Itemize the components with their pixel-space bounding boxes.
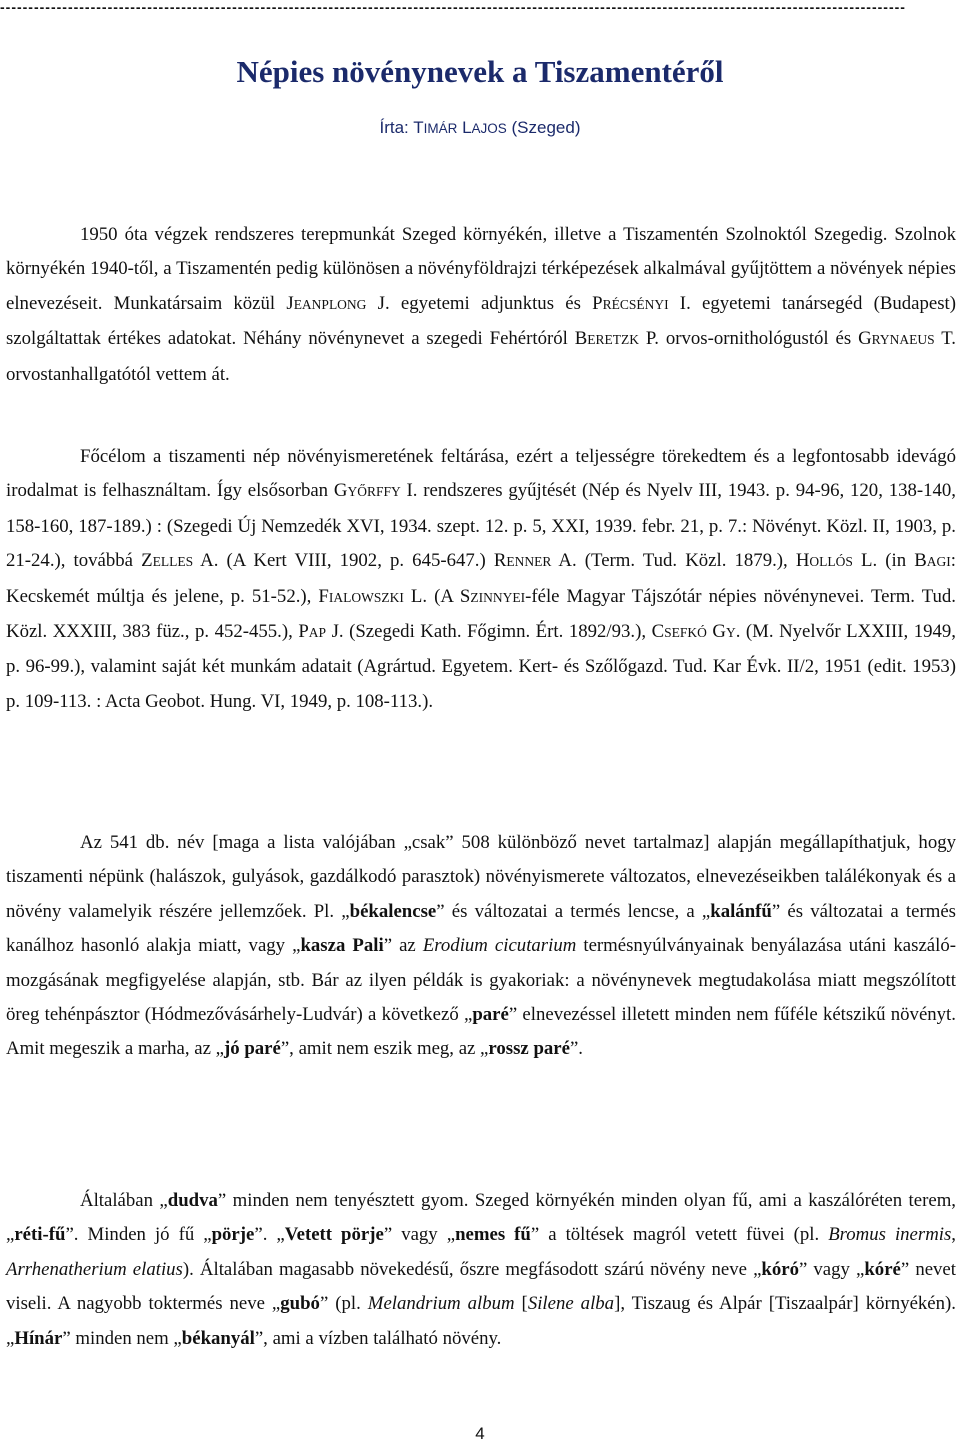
text-run: ”, ami a vízben található növény. <box>254 1327 502 1349</box>
bold-term: réti-fű <box>14 1224 66 1246</box>
bold-term: kóró <box>761 1258 799 1280</box>
header-dashed-rule: ---------------------------------------------------------------------------------------------------------------------------------------------------------------- <box>0 0 906 14</box>
italic-latin-name: Bromus inermis <box>828 1224 952 1246</box>
text-run: L. (in <box>852 550 915 572</box>
text-run: Az 541 db. név [maga a lista valójában „csak” 508 különböző nevet tartalmaz] alapján megállapíthatjuk, hogy tiszamenti népünk (halászok, gulyások, gazdálkodó parasztok) növényismerete változatos, elnevezéseikben találékonyak és a növény valamelyik részére jellemzőek. Pl. „ <box>6 832 956 922</box>
text-run: : Kecskemét múltja és jelene, p. 51-52.), <box>6 550 956 607</box>
bold-term: jó paré <box>223 1038 281 1060</box>
small-caps-name: CSEFKÓ GY <box>651 621 736 643</box>
small-caps-name: FIALOWSZKI <box>318 585 404 607</box>
text-run: I. egyetemi tanársegéd (Budapest) szolgáltattak értékes adatokat. Néhány növénynevet a szegedi Fehértóról <box>6 292 956 350</box>
bold-term: nemes fű <box>455 1224 531 1246</box>
italic-latin-name: Arrhenatherium elatius <box>6 1258 183 1280</box>
text-run: J. (Szegedi Kath. Főgimn. Ért. 1892/93.), <box>326 621 652 643</box>
text-run: T. orvostanhallgatótól vettem át. <box>6 328 956 385</box>
small-caps-name: JEANPLONG <box>286 292 367 314</box>
bold-term: dudva <box>167 1190 218 1211</box>
bold-term: kóré <box>864 1258 901 1280</box>
text-run: ” az <box>383 935 423 957</box>
text-run: 1950 óta végzek rendszeres terepmunkát Szeged környékén, illetve a Tiszamentén Szolnoktól Szegedig. Szolnok környékén 1940-től, a Tiszamentén pedig különösen a növényföldrajzi térképezések alkalmával gyűjtöttem a növények népies elnevezéseit. Munkatársaim közül <box>6 224 956 314</box>
text-run: [ <box>514 1293 528 1315</box>
bold-term: paré <box>472 1004 509 1026</box>
text-run: ). Általában magasabb növekedésű, őszre megfásodott szárú növény neve „ <box>182 1258 762 1280</box>
author-name: TIMÁR LAJOS <box>413 118 507 137</box>
bold-term: pörje <box>211 1224 255 1246</box>
text-run: A. (A Kert VIII, 1902, p. 645-647.) <box>193 550 494 572</box>
bold-term: kasza Pali <box>300 935 384 957</box>
paragraph-4 <box>6 1184 956 1356</box>
text-run: ”. Minden jó fű „ <box>65 1224 212 1246</box>
bold-term: gubó <box>280 1293 320 1315</box>
small-caps-name: BERETZK <box>574 328 640 350</box>
italic-latin-name: Melandrium album <box>367 1293 515 1315</box>
small-caps-name: BAGI <box>914 550 951 572</box>
bold-term: békalencse <box>349 900 437 922</box>
italic-latin-name: Silene alba <box>527 1293 615 1315</box>
paragraph-3 <box>6 826 956 1067</box>
text-run: ”. „ <box>254 1224 285 1246</box>
author-prefix: Írta: <box>379 118 414 137</box>
text-run: -féle Magyar Tájszótár népies növénynevei. Term. Tud. Közl. XXXIII, 383 füz., p. 452-455.), <box>6 585 956 643</box>
bold-term: rossz paré <box>488 1038 570 1060</box>
paragraph-3-text <box>6 826 956 1067</box>
small-caps-name: SZINNYEI <box>459 585 526 607</box>
paragraph-4-text <box>6 1184 956 1356</box>
text-run: . (M. Nyelvőr LXXIII, 1949, p. 96-99.), valamint saját két munkám adatait (Agrártud. Egyetem. Kert- és Szőlőgazd. Tud. Kar Évk. II/2, 1951 (edit. 1953) p. 109-113. : Acta Geobot. Hung. VI, 1949, p. 108-113.). <box>6 621 956 712</box>
text-run: P. orvos-ornithológustól és <box>639 328 859 350</box>
small-caps-name: PAP <box>298 621 327 643</box>
small-caps-name: PRÉCSÉNYI <box>592 292 669 314</box>
bold-term: kalánfű <box>710 900 772 922</box>
text-run: ”. <box>569 1038 583 1060</box>
small-caps-name: RENNER <box>493 550 552 572</box>
text-run: ” (pl. <box>319 1293 368 1315</box>
text-run: ” és változatai a termés lencse, a „ <box>436 900 711 922</box>
text-run: , <box>951 1224 956 1246</box>
small-caps-name: GRYNAEUS <box>858 328 935 350</box>
document-title: Népies növénynevek a Tiszamentéről <box>236 54 724 89</box>
italic-latin-name: Erodium cicutarium <box>422 935 577 957</box>
text-run: ” minden nem „ <box>62 1327 182 1349</box>
small-caps-name: HOLLÓS <box>795 550 853 572</box>
text-run: ” vagy „ <box>383 1224 456 1246</box>
text-run: A. (Term. Tud. Közl. 1879.), <box>551 550 796 572</box>
page-number: 4 <box>475 1424 485 1443</box>
paragraph-1-text <box>6 218 956 392</box>
text-run: L. (A <box>403 585 460 607</box>
text-run: ], Tiszaug és Alpár [Tiszaalpár] környékén). „ <box>6 1293 956 1349</box>
author-line <box>0 116 960 141</box>
text-run: Általában „ <box>80 1190 168 1211</box>
text-run: ” elnevezéssel illetett minden nem fűféle kétszikű növényt. Amit megeszik a marha, az „ <box>6 1004 956 1060</box>
bold-term: Vetett pörje <box>284 1224 384 1246</box>
text-run: ” minden nem tenyésztett gyom. Szeged környékén minden olyan fű, ami a kaszálóréten terem, „ <box>6 1190 956 1246</box>
text-run: ” vagy „ <box>798 1258 865 1280</box>
bold-term: Hínár <box>14 1327 63 1349</box>
paragraph-1 <box>6 218 956 392</box>
text-run: termésnyúlványainak benyálazása utáni kaszáló-mozgásának megfigyelése alapján, stb. Bár az ilyen példák is gyakoriak: a növénynevek megtudakolása miatt megszólított öreg tehénpásztor (Hódmezővásárhely-Ludvár) a következő „ <box>6 935 956 1026</box>
text-run: ” nevet viseli. A nagyobb toktermés neve „ <box>6 1258 956 1315</box>
text-run: ”, amit nem eszik meg, az „ <box>280 1038 489 1060</box>
paragraph-2 <box>6 440 956 719</box>
text-run: ” és változatai a termés kanálhoz hasonló alakja miatt, vagy „ <box>6 900 956 957</box>
small-caps-name: GYŐRFFY <box>333 480 401 502</box>
small-caps-name: ZELLES <box>141 550 194 572</box>
text-run: J. egyetemi adjunktus és <box>366 292 593 314</box>
text-run: I. rendszeres gyűjtését (Nép és Nyelv III, 1943. p. 94-96, 120, 138-140, 158-160, 187-189.) : (Szegedi Új Nemzedék XVI, 1934. szept. 12. p. 5, XXI, 1939. febr. 21, p. 7.: Növényt. Közl. II, 1903, p. 21-24.), továbbá <box>6 480 956 572</box>
text-run: Főcélom a tiszamenti nép növényismeretének feltárása, ezért a teljességre törekedtem és a legfontosabb idevágó irodalmat is felhasználtam. Így elsősorban <box>6 446 956 502</box>
text-run: ” a töltések magról vetett füvei (pl. <box>530 1224 829 1246</box>
author-place: (Szeged) <box>506 118 581 137</box>
bold-term: békanyál <box>181 1327 255 1349</box>
paragraph-2-text <box>6 440 956 719</box>
